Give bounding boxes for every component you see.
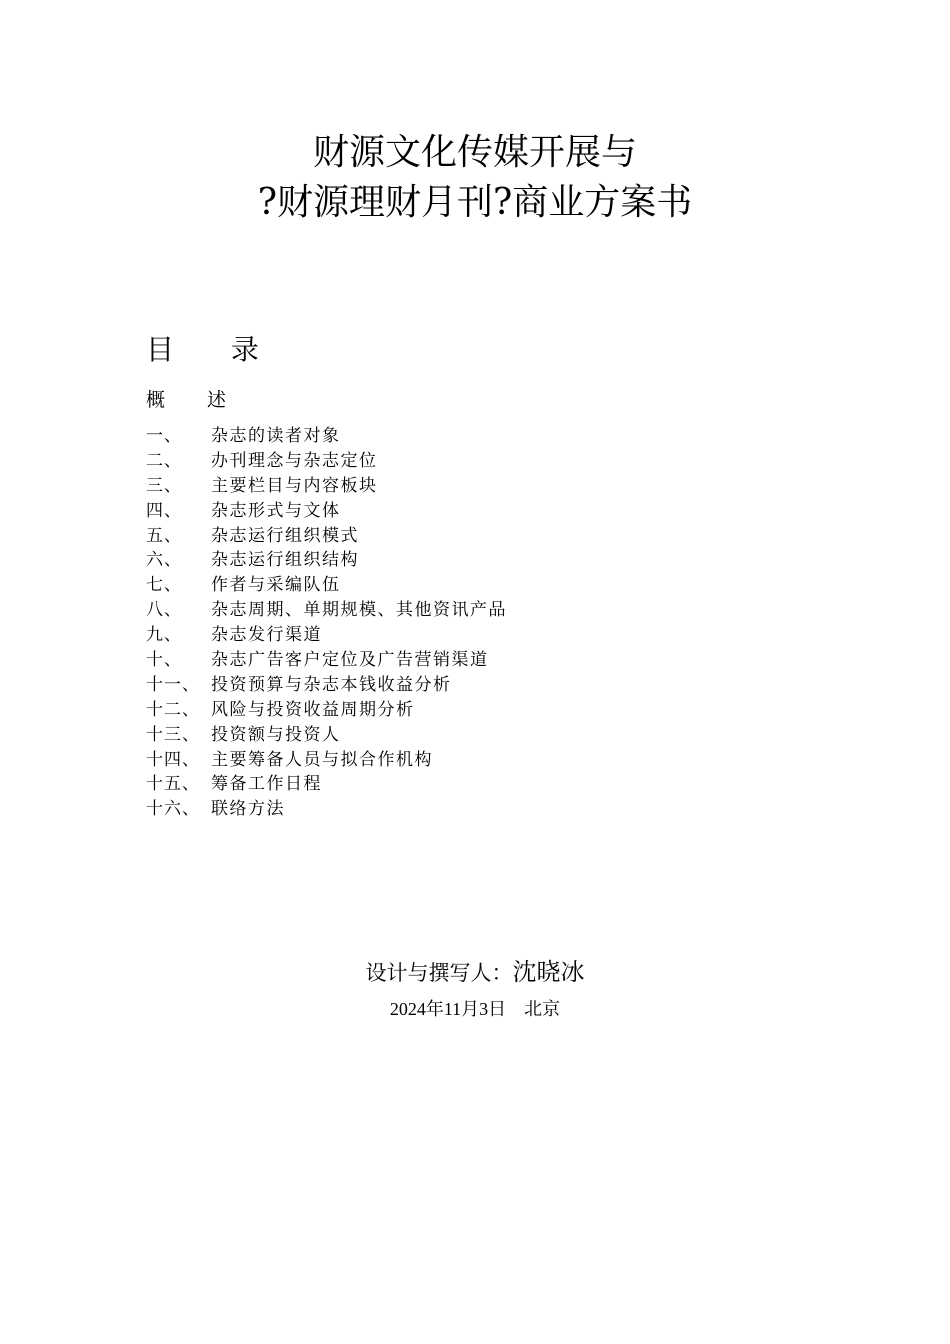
- toc-item: [146, 474, 507, 499]
- toc-item: [146, 673, 507, 698]
- toc-item-number: 六、: [146, 550, 182, 571]
- date-line: [0, 995, 950, 1023]
- toc-item-text: 杂志运行组织结构: [211, 550, 359, 571]
- author-line: [0, 955, 950, 991]
- toc-item: [146, 499, 507, 524]
- toc-item-text: 主要筹备人员与拟合作机构: [211, 749, 433, 770]
- toc-item-number: 五、: [146, 525, 182, 546]
- toc-item-text: 办刊理念与杂志定位: [211, 450, 378, 471]
- toc-item: [146, 449, 507, 474]
- toc-item: [146, 573, 507, 598]
- toc-item-number: 十一、: [146, 674, 200, 695]
- title-line-1: 财源文化传媒开展与: [312, 132, 637, 173]
- toc-item: [146, 648, 507, 673]
- toc-item-number: 十二、: [146, 699, 200, 720]
- toc-item-number: 十三、: [146, 724, 200, 745]
- toc-item-text: 风险与投资收益周期分析: [211, 699, 415, 720]
- toc-item-number: 一、: [146, 426, 182, 446]
- toc-item-text: 作者与采编队伍: [211, 575, 341, 596]
- title-line-2: ?财源理财月刊?商业方案书: [257, 182, 693, 223]
- toc-item: [146, 748, 507, 773]
- toc-item-text: 杂志发行渠道: [211, 625, 322, 646]
- toc-item-text: 杂志周期、单期规模、其他资讯产品: [211, 600, 507, 621]
- toc-item-text: 投资预算与杂志本钱收益分析: [211, 674, 452, 695]
- toc-item-text: 杂志的读者对象: [211, 426, 341, 446]
- toc-item-number: 十六、: [146, 799, 200, 820]
- toc-item-text: 杂志广告客户定位及广告营销渠道: [211, 650, 489, 671]
- toc-item-text: 筹备工作日程: [211, 774, 322, 795]
- toc-overview: 概 述: [146, 389, 245, 411]
- toc-item-text: 联络方法: [211, 799, 285, 820]
- toc-item-text: 杂志形式与文体: [211, 500, 341, 521]
- toc-item-number: 十、: [146, 650, 182, 671]
- toc-item-text: 主要栏目与内容板块: [211, 475, 378, 496]
- toc-item-number: 十五、: [146, 774, 200, 795]
- author-label: 设计与撰写人：: [365, 961, 513, 985]
- document-date: 2024年11月3日: [389, 999, 507, 1019]
- toc-item: [146, 772, 507, 797]
- toc-item-number: 十四、: [146, 749, 200, 770]
- toc-list: [146, 424, 507, 822]
- toc-item: [146, 797, 507, 822]
- document-title: [0, 128, 950, 228]
- toc-item-number: 九、: [146, 625, 182, 646]
- toc-item: [146, 524, 507, 549]
- toc-item-number: 二、: [146, 450, 182, 471]
- toc-item: [146, 598, 507, 623]
- toc-item: [146, 723, 507, 748]
- toc-item-number: 三、: [146, 475, 182, 496]
- toc-item-number: 四、: [146, 500, 182, 521]
- toc-item: [146, 623, 507, 648]
- toc-item-number: 八、: [146, 600, 182, 621]
- toc-item-number: 七、: [146, 575, 182, 596]
- toc-item-text: 杂志运行组织模式: [211, 525, 359, 546]
- toc-item: [146, 698, 507, 723]
- document-place: 北京: [524, 999, 561, 1019]
- toc-heading: 目 录: [146, 333, 283, 366]
- toc-item: [146, 548, 507, 573]
- author-name: 沈晓冰: [512, 958, 585, 986]
- toc-item: [146, 424, 507, 449]
- toc-item-text: 投资额与投资人: [211, 724, 341, 745]
